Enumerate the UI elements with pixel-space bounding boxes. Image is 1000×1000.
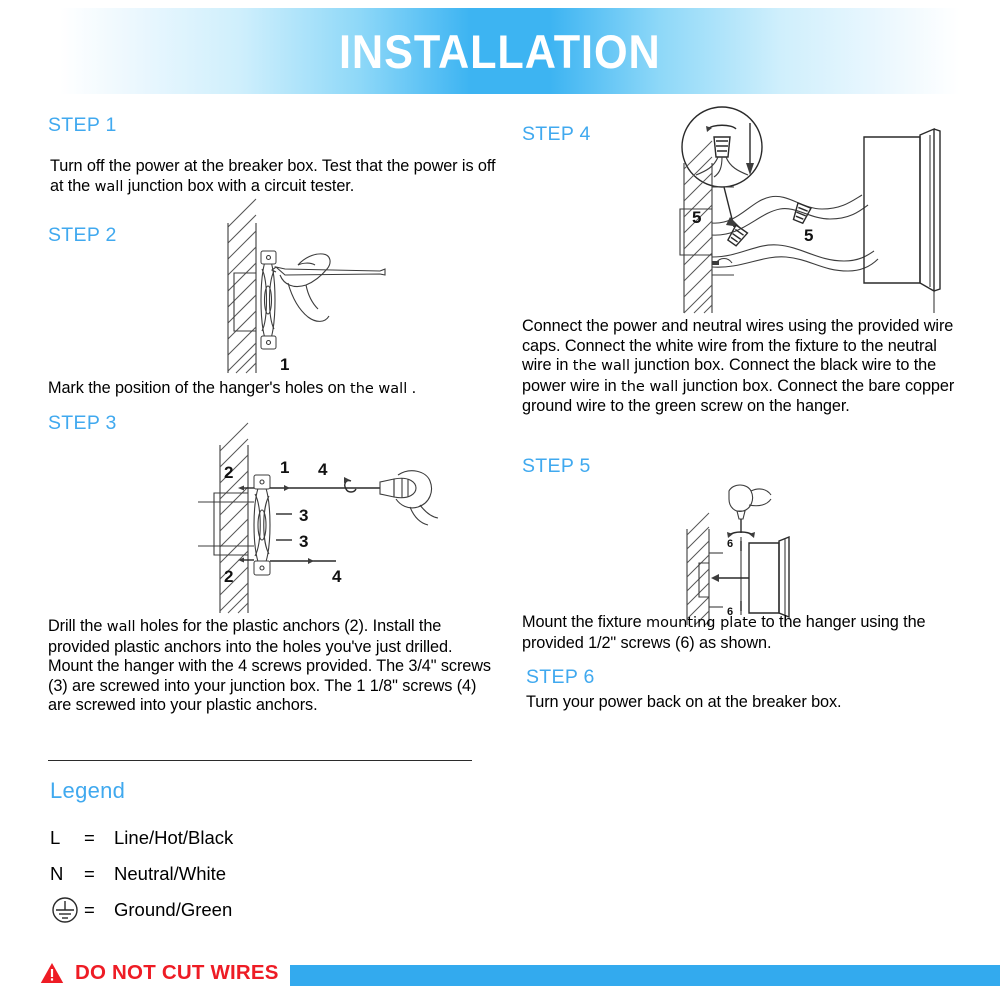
step-1-text-wall: wall xyxy=(94,178,124,195)
legend-value-line: Line/Hot/Black xyxy=(114,827,234,848)
step-4-illustration xyxy=(662,105,972,310)
step-5-label-6-lower: 6 xyxy=(727,606,734,618)
warning-text: DO NOT CUT WIRES xyxy=(75,961,279,984)
step-6-heading: STEP 6 xyxy=(526,666,595,688)
step-2-text-wall: the wall xyxy=(350,381,408,397)
step-1-text xyxy=(50,157,502,197)
legend-row-ground xyxy=(50,892,480,928)
step-4-text-b: junction box. Connect the black wire to the power wire in xyxy=(522,356,937,395)
legend-list xyxy=(50,820,480,928)
step-2-text-a: Mark the position of the hanger's holes on xyxy=(48,379,351,397)
legend-equals-ground: = xyxy=(84,899,95,920)
step-2-heading: STEP 2 xyxy=(48,224,117,246)
legend-key-line: L xyxy=(50,827,61,848)
step-5-text-b: to the hanger using the provided 1/2" screws (6) as shown. xyxy=(522,613,926,652)
step-3-label-4-bottom: 4 xyxy=(332,567,342,586)
step-4-heading: STEP 4 xyxy=(522,123,591,145)
section-divider xyxy=(48,760,472,761)
legend-row-neutral xyxy=(50,856,480,892)
step-3-text-a: Drill the xyxy=(48,617,107,635)
step-5-text-a: Mount the fixture xyxy=(522,613,646,631)
step-4-text-a: Connect the power and neutral wires using the provided wire caps. Connect the white wire from the fixture to the neutral wire in xyxy=(522,317,954,374)
step-3-text-b: holes for the plastic anchors (2). Install the provided plastic anchors into the holes you've just drilled. Mount the hanger with the 4 screws provided. The 3/4" screws (3) are screwed into your junction box. The 1 1/8" screws (4) are screwed into your plastic anchors. xyxy=(48,617,491,714)
step-3-label-4-top: 4 xyxy=(318,460,328,479)
step-1-heading: STEP 1 xyxy=(48,114,117,136)
legend-key-neutral: N xyxy=(50,863,64,884)
step-3-label-2-top: 2 xyxy=(224,463,234,482)
page-title: INSTALLATION xyxy=(339,24,661,78)
step-1-text-a: Turn off the power at the breaker box. Test that the power is off at the xyxy=(50,157,496,195)
step-2-label-1: 1 xyxy=(280,355,290,374)
page-header-banner xyxy=(0,8,1000,94)
step-4-text xyxy=(522,317,970,417)
step-5-text xyxy=(522,613,970,653)
step-4-label-5-upper: 5 xyxy=(692,208,702,227)
step-2-text xyxy=(48,379,488,400)
footer-warning-bar xyxy=(0,957,1000,997)
step-3-label-3-lower: 3 xyxy=(299,532,309,551)
step-3-label-2-bottom: 2 xyxy=(224,567,234,586)
legend-equals-line: = xyxy=(84,827,95,848)
step-5-illustration xyxy=(667,485,847,620)
warning-triangle-icon xyxy=(40,962,64,984)
step-3-text xyxy=(48,617,500,716)
legend-equals-neutral: = xyxy=(84,863,95,884)
step-5-label-6-upper: 6 xyxy=(727,538,734,550)
step-3-label-1: 1 xyxy=(280,458,290,477)
step-2-text-b: . xyxy=(407,379,417,397)
step-3-heading: STEP 3 xyxy=(48,412,117,434)
step-4-text-c: junction box. Connect the bare copper ground wire to the green screw on the hanger. xyxy=(522,376,955,415)
step-3-illustration xyxy=(158,445,458,610)
footer-accent-bar xyxy=(290,965,1000,986)
step-3-label-3-upper: 3 xyxy=(299,506,309,525)
step-4-label-5-lower: 5 xyxy=(804,226,814,245)
legend-value-ground: Ground/Green xyxy=(114,899,233,920)
legend-heading: Legend xyxy=(50,778,126,803)
step-1-text-b: junction box with a circuit tester. xyxy=(123,176,355,195)
legend-row-line xyxy=(50,820,480,856)
step-5-heading: STEP 5 xyxy=(522,455,591,477)
step-3-text-wall: wall xyxy=(106,619,136,635)
step-6-text: Turn your power back on at the breaker box. xyxy=(526,693,842,711)
step-4-text-wall-2: the wall xyxy=(621,378,679,395)
legend-value-neutral: Neutral/White xyxy=(114,863,227,884)
ground-symbol-icon xyxy=(50,895,84,925)
step-2-illustration xyxy=(188,223,438,373)
step-4-text-wall-1: the wall xyxy=(572,358,630,374)
step-5-text-plate: mounting plate xyxy=(646,615,757,631)
